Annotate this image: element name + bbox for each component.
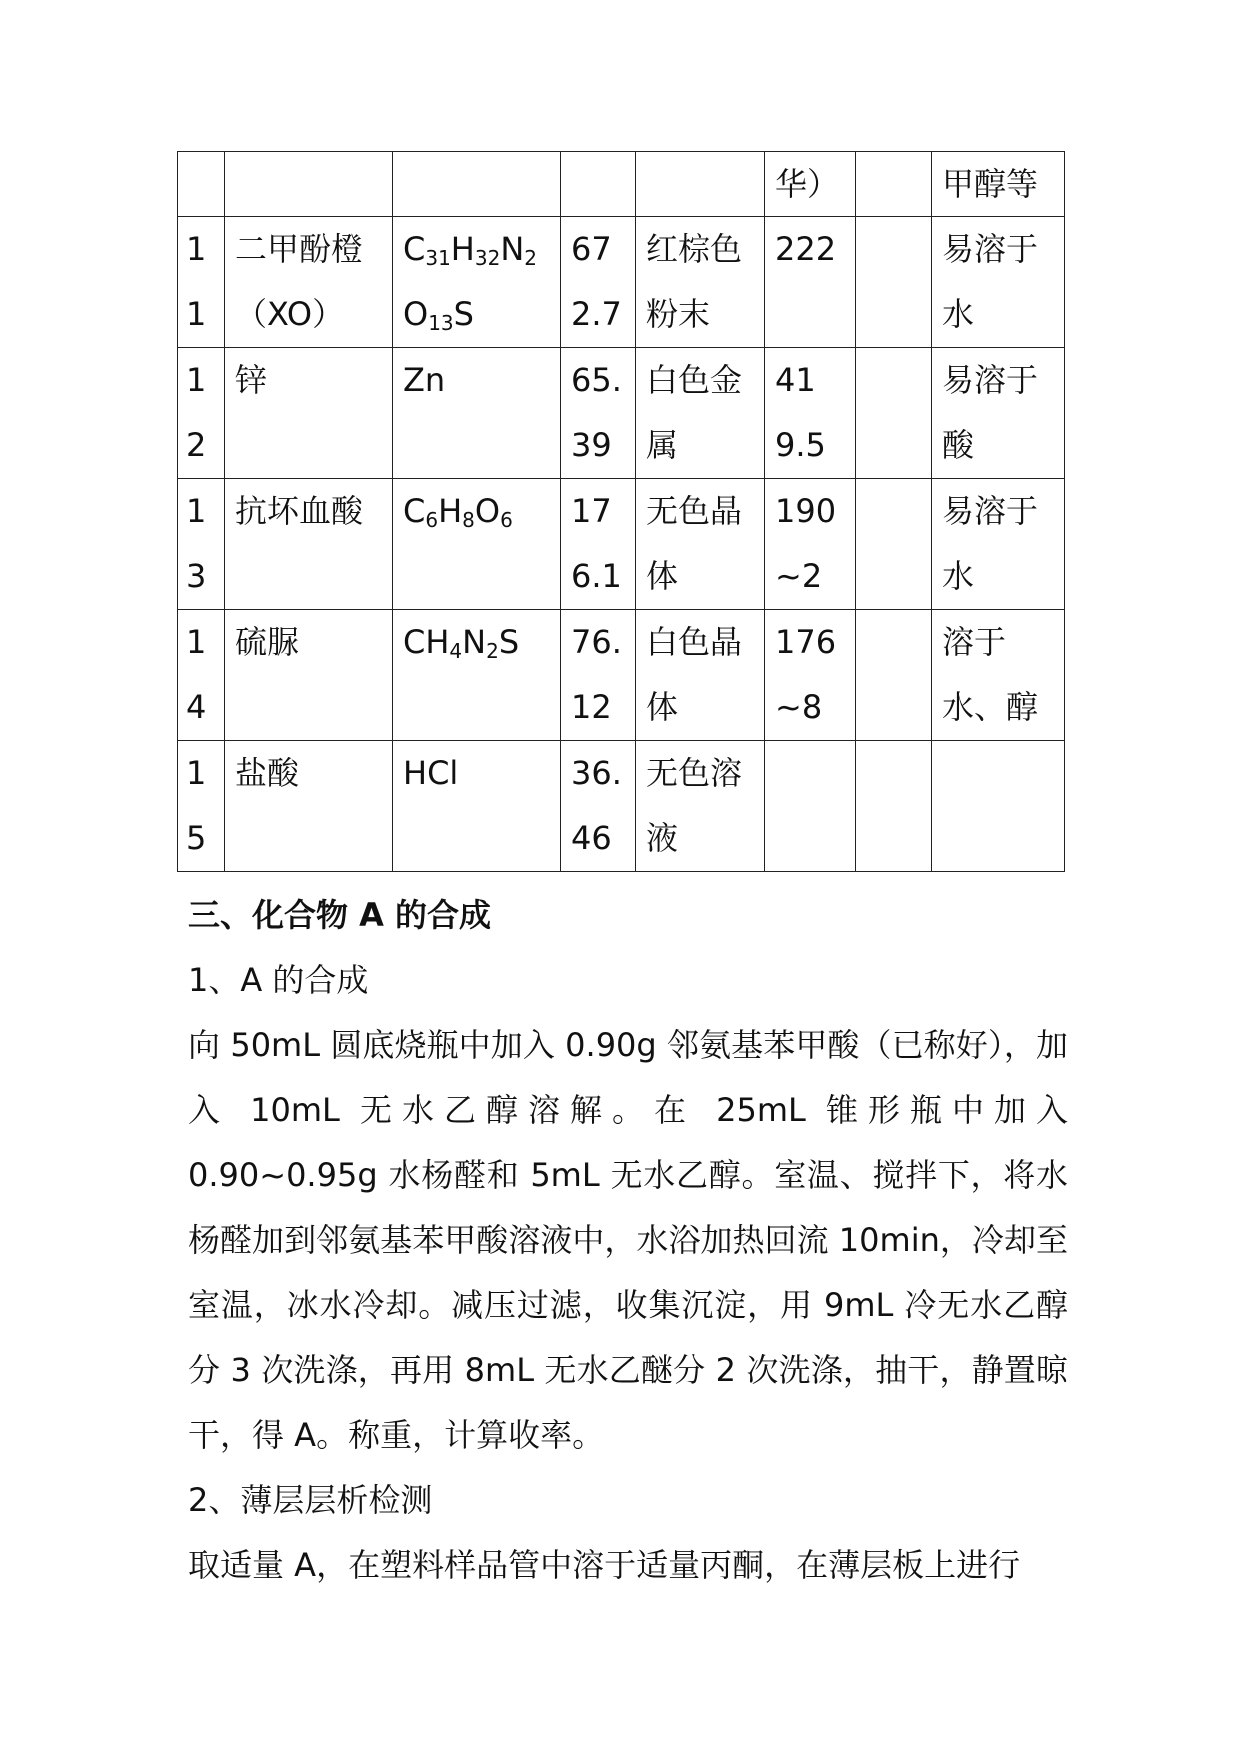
formula-element: H [438, 492, 463, 530]
table-cell-mw: 65.39 [561, 348, 636, 479]
table-cell-appearance: 白色晶体 [636, 610, 765, 741]
formula-element: N [462, 623, 487, 661]
table-cell-name: 抗坏血酸 [225, 479, 393, 610]
table-cell: 华） [765, 152, 856, 217]
formula-element: CH [403, 623, 450, 661]
formula-element: N [500, 230, 525, 268]
table-cell-solubility: 易溶于酸 [932, 348, 1065, 479]
formula-element: S [498, 623, 520, 661]
table-cell-formula [393, 741, 561, 872]
table-cell [636, 152, 765, 217]
formula-element: C [403, 230, 426, 268]
formula-element: H [450, 230, 475, 268]
table-cell-no: 14 [178, 610, 225, 741]
table-cell-solubility [932, 741, 1065, 872]
table-cell-mw: 672.7 [561, 217, 636, 348]
table-cell-name: 硫脲 [225, 610, 393, 741]
formula-subscript: 6 [500, 508, 513, 532]
table-row [178, 152, 1065, 217]
table-cell-mp: 176~8 [765, 610, 856, 741]
table-cell [225, 152, 393, 217]
table-cell-solubility: 易溶于水 [932, 217, 1065, 348]
table-cell-no: 12 [178, 348, 225, 479]
reagent-table [177, 151, 1065, 872]
table-cell-appearance: 红棕色粉末 [636, 217, 765, 348]
table-cell-appearance: 无色晶体 [636, 479, 765, 610]
table-cell [561, 152, 636, 217]
table-cell-mp [765, 741, 856, 872]
table-cell-formula [393, 217, 561, 348]
table-cell-mw: 176.1 [561, 479, 636, 610]
table-cell-bp [856, 479, 932, 610]
table-cell-mp: 222 [765, 217, 856, 348]
formula-element: HCl [403, 754, 459, 792]
section-heading: 三、化合物 A 的合成 [188, 896, 492, 934]
table-cell [178, 152, 225, 217]
table-cell-solubility: 易溶于水 [932, 479, 1065, 610]
table-row [178, 741, 1065, 872]
table-cell-appearance: 无色溶液 [636, 741, 765, 872]
formula-element: S [453, 295, 474, 333]
table-cell-name: 盐酸 [225, 741, 393, 872]
table-cell-no: 11 [178, 217, 225, 348]
table-cell-bp [856, 610, 932, 741]
table-cell-mw: 76.12 [561, 610, 636, 741]
table-cell-name: 二甲酚橙（XO） [225, 217, 393, 348]
table-cell-mp: 419.5 [765, 348, 856, 479]
formula-subscript: 32 [474, 246, 501, 270]
paragraph: 向 50mL 圆底烧瓶中加入 0.90g 邻氨基苯甲酸（已称好），加入 10mL 无水乙醇溶解。在 25mL 锥形瓶中加入 0.90~0.95g 水杨醛和 5mL 无水乙醇。室温、搅拌下，将水杨醛加到邻氨基苯甲酸溶液中，水浴加热回流 10min，冷却至室温，冰水冷却。减压过滤，收集沉淀，用 9mL 冷无水乙醇分 3 次洗涤，再用 8mL 无水乙醚分 2 次洗涤，抽干，静置晾干，得 A。称重，计算收率。 [188, 1026, 1068, 1454]
subsection-heading: 2、薄层层析检测 [188, 1481, 433, 1519]
formula-subscript: 2 [524, 246, 537, 270]
formula-element: C [403, 492, 426, 530]
table-row [178, 610, 1065, 741]
table-cell-no: 13 [178, 479, 225, 610]
table-cell [393, 152, 561, 217]
table-cell-name: 锌 [225, 348, 393, 479]
table-cell-formula [393, 610, 561, 741]
table-cell-bp [856, 741, 932, 872]
table-cell-formula [393, 348, 561, 479]
table-cell-no: 15 [178, 741, 225, 872]
table-cell-mw: 36.46 [561, 741, 636, 872]
formula-subscript: 13 [428, 311, 454, 335]
table-cell-mp: 190~2 [765, 479, 856, 610]
table-cell-bp [856, 217, 932, 348]
formula-subscript: 31 [425, 246, 451, 270]
table-row [178, 479, 1065, 610]
document-body [188, 883, 1068, 1598]
paragraph: 取适量 A，在塑料样品管中溶于适量丙酮，在薄层板上进行 [188, 1546, 1021, 1584]
table-cell: 甲醇等 [932, 152, 1065, 217]
table-row [178, 348, 1065, 479]
formula-subscript: 6 [425, 508, 439, 532]
table-row [178, 217, 1065, 348]
table-cell-formula [393, 479, 561, 610]
table-cell [856, 152, 932, 217]
formula-subscript: 4 [449, 639, 463, 663]
table-cell-solubility: 溶于水、醇 [932, 610, 1065, 741]
formula-subscript: 2 [486, 639, 499, 663]
subsection-heading: 1、A 的合成 [188, 961, 369, 999]
formula-element: O [474, 492, 501, 530]
formula-element: Zn [403, 361, 446, 399]
formula-element: O [403, 295, 429, 333]
formula-subscript: 8 [462, 508, 475, 532]
table-cell-appearance: 白色金属 [636, 348, 765, 479]
table-cell-bp [856, 348, 932, 479]
